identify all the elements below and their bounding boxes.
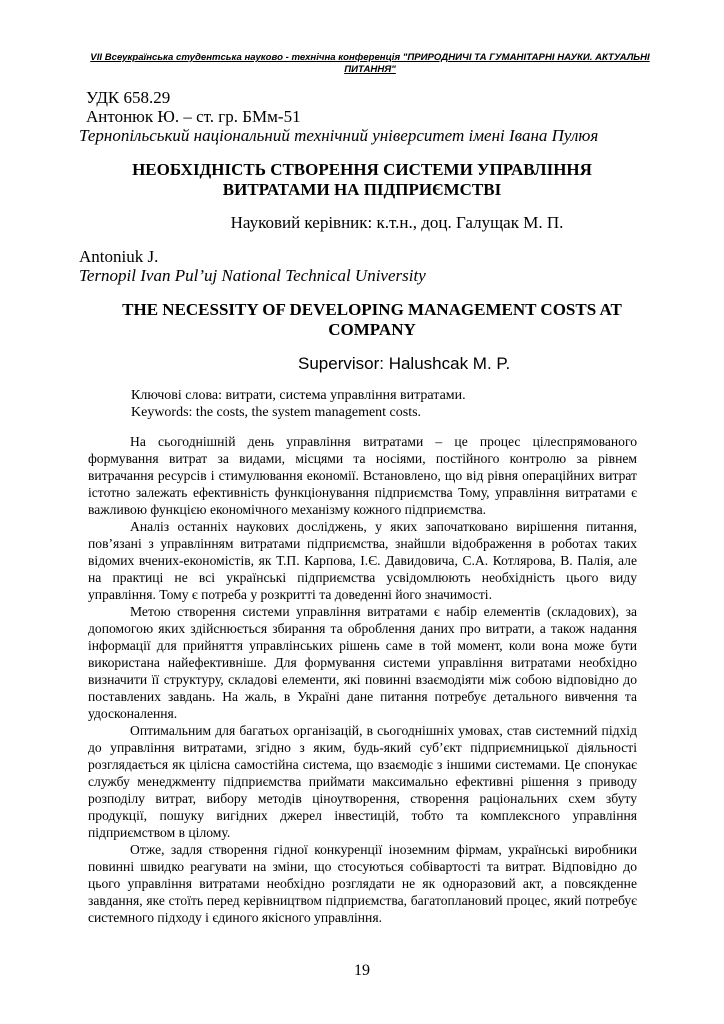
keywords-block — [131, 387, 466, 421]
paragraph: Отже, задля створення гідної конкуренції іноземним фірмам, українські виробники повинні швидко реагувати на зміни, що стосуються собівартості та витрат. Відповідно до цього управління витратами необхідно розглядати не як одноразовий акт, а повсякденне завдання, яке стоїть перед керівництвом підприємства, багатоплановий процес, який потребує системного підходу і єдиного якісного управління. — [88, 842, 637, 925]
paragraph: Оптимальним для багатьох організацій, в сьогоднішніх умовах, став системний підхід до управління витратами, згідно з яким, будь-який суб’єкт підприємницької діяльності розглядається як цілісна самостійна система, що взаємодіє з іншими системами. Це спонукає службу менеджменту підприємства приймати максимально ефективні рішення з приводу розподілу витрат, вибору методів ціноутворення, створення раціональних схем збуту продукції, пошуку вигідних джерел інвестицій, тобто та комплексного управління підприємством в цілому. — [88, 723, 637, 840]
author-en: Antoniuk J. — [79, 247, 159, 266]
paragraph: Метою створення системи управління витратами є набір елементів (складових), за допомогою яких здійснюється збирання та оброблення даних про витрати, а також надання інформації для прийняття управлінських рішень саме в той момент, коли вона може бути використана найефективніше. Для формування системи управління витратами необхідно визначити її структуру, складові елементи, які повинні взаємодіяти між собою відповідно до поставлених завдань. На жаль, в Україні дане питання потребує детального вивчення та удосконалення. — [88, 604, 637, 721]
page-number: 19 — [354, 962, 370, 979]
keywords-en: Keywords: the costs, the system management costs. — [131, 405, 422, 420]
paragraph: Аналіз останніх наукових досліджень, у яких започатковано вирішення питання, пов’язані з управлінням витратами підприємства, знайшли відображення в роботах таких відомих вчених-економістів, як Т.П. Карпова, І.Є. Давидовича, С.А. Котлярова, В. Палія, але на практиці не всі українські підприємства усвідомлюють необхідність цього виду управління. Тому є потреба у розкритті та доведенні його значимості. — [88, 519, 637, 602]
keywords-ua: Ключові слова: витрати, система управління витратами. — [131, 388, 466, 403]
paragraph: На сьогоднішній день управління витратами – це процес цілеспрямованого формування витрат за видами, місцями та носіями, постійного контролю за рівнем витрачання ресурсів і стимулювання економії. Встановлено, що від рівня операційних витрат істотно залежать ефективність функціонування підприємства Тому, управління витратами є важливою функцією економічного механізму кожного підприємства. — [88, 434, 637, 517]
supervisor-ua: Науковий керівник: к.т.н., доц. Галущак М. П. — [230, 213, 564, 232]
body-text — [88, 433, 637, 926]
udk-code: УДК 658.29 — [86, 88, 171, 107]
author-ua: Антонюк Ю. – ст. гр. БМм-51 — [86, 107, 301, 126]
university-en: Ternopil Ivan Pul’uj National Technical University — [79, 266, 426, 285]
university-ua: Тернопільський національний технічний університет імені Івана Пулюя — [79, 126, 599, 145]
title-ua: НЕОБХІДНІСТЬ СТВОРЕННЯ СИСТЕМИ УПРАВЛІННЯ ВИТРАТАМИ НА ПІДПРИЄМСТВІ — [132, 160, 592, 199]
title-en: THE NECESSITY OF DEVELOPING MANAGEMENT COSTS AT COMPANY — [122, 300, 622, 339]
conference-header: VII Всеукраїнська студентська науково - технічна конференція "ПРИРОДНИЧІ ТА ГУМАНІТАРНІ НАУКИ. АКТУАЛЬНІ ПИТАННЯ" — [90, 52, 650, 75]
supervisor-en: Supervisor: Halushcak M. P. — [298, 354, 511, 373]
